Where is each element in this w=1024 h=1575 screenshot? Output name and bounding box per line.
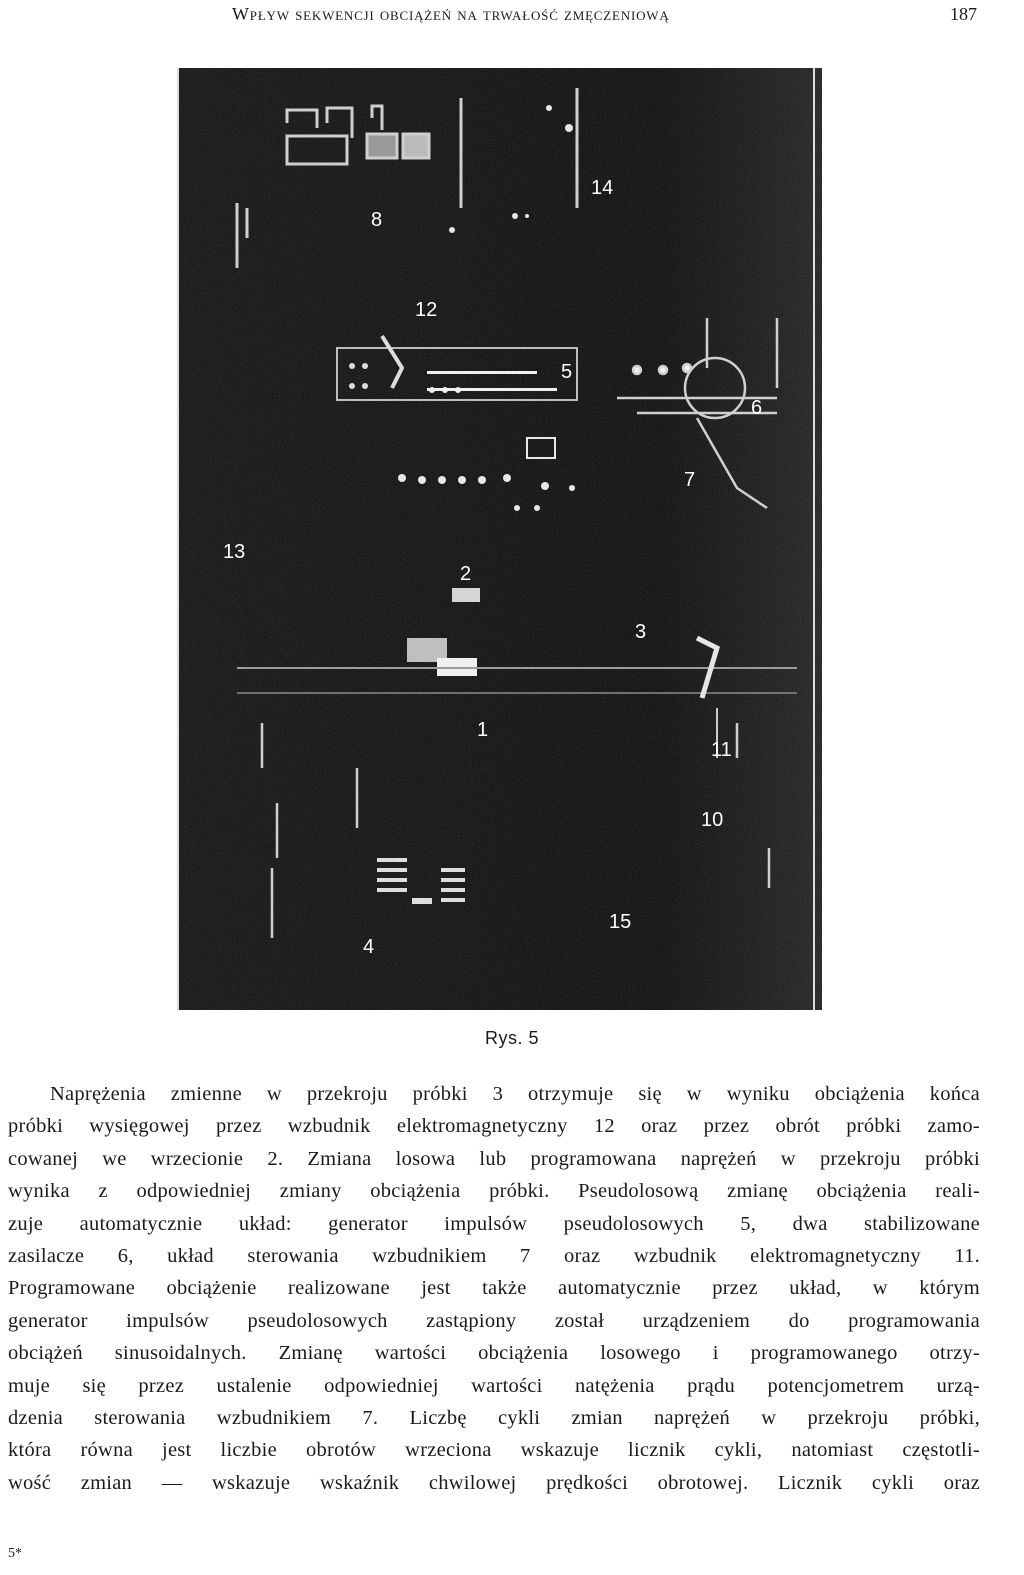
running-head (0, 2, 1024, 32)
body-line: zuje automatycznie układ: generator impulsów pseudolosowych 5, dwa stabilizowane (8, 1212, 980, 1235)
body-line: zasilacze 6, układ sterowania wzbudnikiem 7 oraz wzbudnik elektromagnetyczny 11. (8, 1244, 980, 1267)
signature-mark: 5* (8, 1546, 22, 1561)
running-head-title: Wpływ sekwencji obciążeń na trwałość zmęczeniową (232, 4, 670, 24)
body-line: wość zmian — wskazuje wskaźnik chwilowej prędkości obrotowej. Licznik cykli oraz (8, 1471, 980, 1494)
body-line: Programowane obciążenie realizowane jest także automatycznie przez układ, w którym (8, 1277, 980, 1300)
body-line: próbki wysięgowej przez wzbudnik elektromagnetyczny 12 oraz przez obrót próbki zamo- (8, 1115, 980, 1138)
label-13: 13 (223, 541, 246, 563)
body-line: Naprężenia zmienne w przekroju próbki 3 otrzymuje się w wyniku obciążenia końca (50, 1083, 980, 1105)
label-14: 14 (591, 177, 614, 199)
figure-photograph (177, 68, 822, 1010)
label-3: 3 (635, 621, 647, 643)
apparatus-photo (177, 68, 822, 1010)
label-7: 7 (684, 469, 696, 491)
label-10: 10 (701, 809, 724, 831)
label-6: 6 (751, 397, 763, 419)
body-paragraph (8, 1078, 980, 1499)
figure-caption: Rys. 5 (484, 1028, 539, 1048)
label-4: 4 (363, 936, 375, 958)
label-2: 2 (460, 563, 472, 585)
label-11: 11 (711, 739, 732, 761)
label-1: 1 (477, 719, 489, 741)
page-number: 187 (950, 4, 977, 24)
body-line: obciążeń sinusoidalnych. Zmianę wartości obciążenia losowego i programowanego otrzy- (8, 1342, 980, 1365)
label-5: 5 (561, 361, 573, 383)
body-line: dzenia sterowania wzbudnikiem 7. Liczbę cykli zmian naprężeń w przekroju próbki, (8, 1406, 980, 1429)
label-15: 15 (609, 911, 632, 933)
body-line: muje się przez ustalenie odpowiedniej wartości natężenia prądu potencjometrem urzą- (8, 1374, 980, 1397)
label-12: 12 (415, 299, 438, 321)
body-line: która równa jest liczbie obrotów wrzeciona wskazuje licznik cykli, natomiast częstotli- (8, 1439, 980, 1462)
body-line: generator impulsów pseudolosowych zastąpiony został urządzeniem do programowania (8, 1309, 980, 1332)
photo-grain (177, 68, 822, 1010)
body-line: wynika z odpowiedniej zmiany obciążenia próbki. Pseudolosową zmianę obciążenia reali- (8, 1180, 980, 1203)
label-8: 8 (371, 209, 383, 231)
body-line: cowanej we wrzecionie 2. Zmiana losowa lub programowana naprężeń w przekroju próbki (8, 1147, 980, 1170)
